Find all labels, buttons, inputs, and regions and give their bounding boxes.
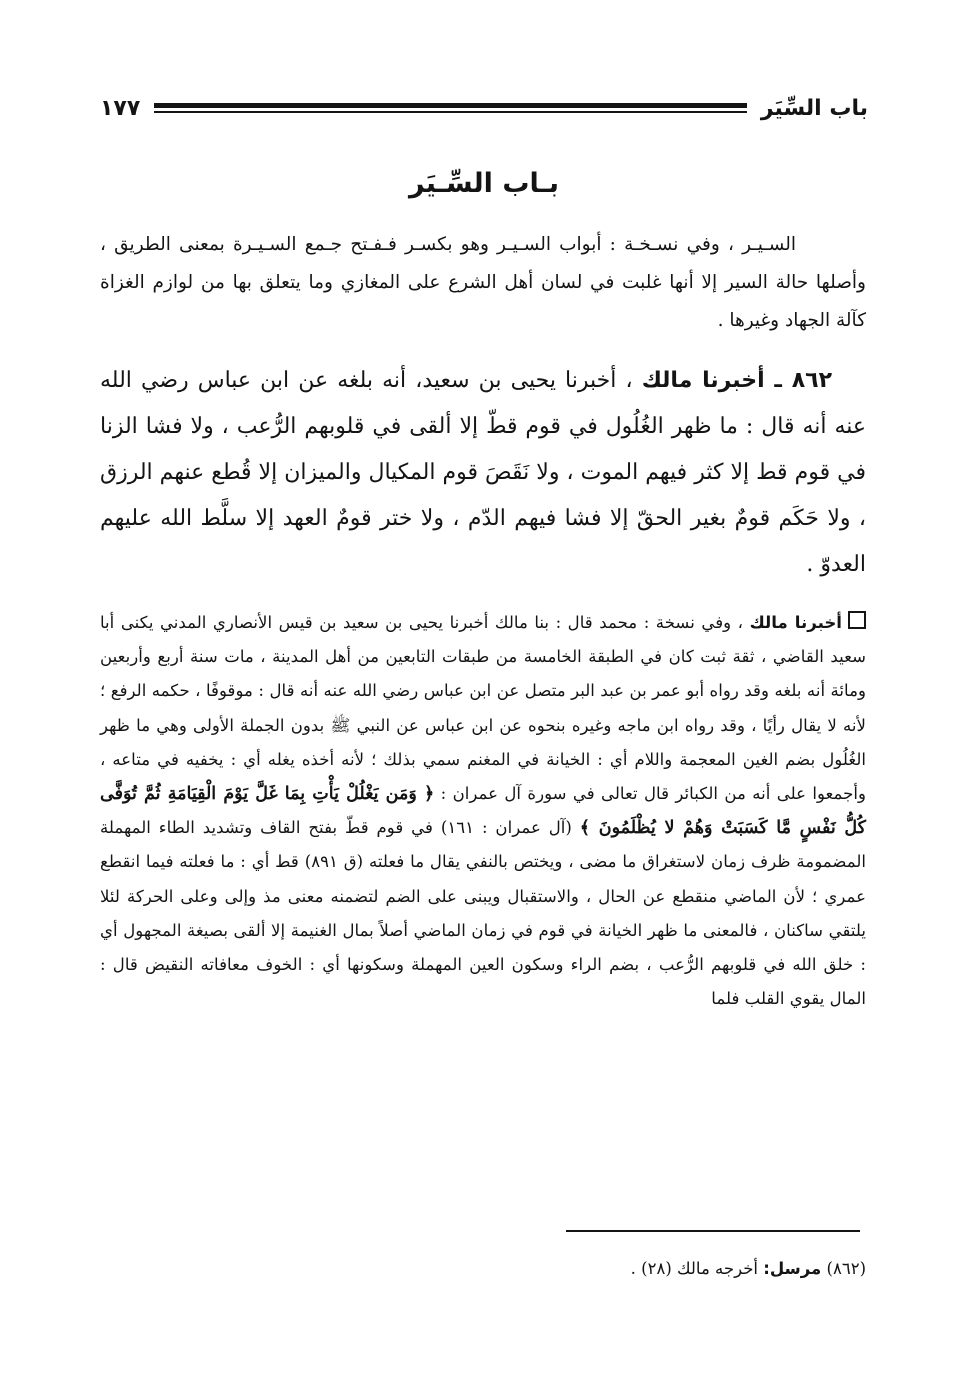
commentary-text-after-quran: (آل عمران : ١٦١) في قوم قطّ بفتح القاف وتشديد الطاء المهملة المضمومة ظرف زمان لاستغراق ما مضى ، ويختص بالنفي يقال ما فعلته (ق ٨٩١) قط أي : ما فعلته فيما انقطع عمري ؛ لأن الماضي منقطع عن الحال ، والاستقبال ويبنى على الضم لتضمنه معنى مذ وإلى وعلى الحركة لئلا يلتقي ساكنان ، فالمعنى ما ظهر الخيانة في قوم في زمان الماضي أصلاً بمال الغنيمة إلا ألقى بصيغة المجهول أي : خلق الله في قلوبهم الرُّعب ، بضم الراء وسكون العين المهملة وسكونها أي : الخوف معافاته النقيض قال : المال يقوي القلب فلما [100, 818, 867, 1009]
page-number: ١٧٧ [100, 95, 141, 121]
footnote-ref: (٨٦٢) [826, 1259, 866, 1278]
commentary-paragraph [100, 606, 866, 1016]
commentary-lead: أخبرنا مالك [749, 613, 842, 632]
running-header [100, 88, 868, 128]
box-icon [848, 611, 866, 629]
hadith-number: ٨٦٢ ـ أخبرنا مالك [641, 368, 833, 393]
footnote-label: مرسل: [763, 1259, 822, 1278]
hadith-text: ، أخبرنا يحيى بن سعيد، أنه بلغه عن ابن عباس رضي الله عنه أنه قال : ما ظهر الغُلُول في قوم قطّ إلا ألقى في قلوبهم الرُّعب ، ولا فشا الزنا في قوم قط إلا كثر فيهم الموت ، ولا نَقَصَ قوم المكيال والميزان إلا قُطع عنهم الرزق ، ولا حَكَم قومٌ بغير الحقّ إلا فشا فيهم الدّم ، ولا ختر قومٌ العهد إلا سلَّط الله عليهم العدوّ . [100, 368, 866, 577]
chapter-intro: السـيـر ، وفي نسـخـة : أبواب السـيـر وهو بكسـر فـفـتح جـمع السـيـرة بمعنى الطريق ، وأصلها حالة السير إلا أنها غلبت في لسان أهل الشرع على المغازي وما يتعلق بها من لوازم الغزاة كآلة الجهاد وغيرها . [100, 234, 866, 331]
footnote-text: أخرجه مالك (٢٨) . [630, 1259, 758, 1278]
hadith-paragraph [100, 358, 866, 588]
footnote-divider [566, 1230, 860, 1232]
running-title: باب السِّيَر [760, 95, 868, 121]
commentary-text-before-quran: ، وفي نسخة : محمد قال : بنا مالك أخبرنا يحيى بن سعيد بن قيس الأنصاري المدني يكنى أبا سعيد القاضي ، ثقة ثبت كان في الطبقة الخامسة من طبقات التابعين من أهل المدينة ، مات سنة أربع وأربعين ومائة أنه بلغه وقد رواه أبو عمر بن عبد البر متصل عن ابن عباس رضي الله عنه أنه قال : موقوفًا ، حكمه الرفع ؛ لأنه لا يقال رأيًا ، وقد رواه ابن ماجه وغيره بنحوه عن ابن عباس عن النبي ﷺ بدون الجملة الأولى وهي ما ظهر الغُلُول بضم الغين المعجمة واللام أي : الخيانة في المغنم سمي بذلك ؛ لأنه أخذه يغله أي : يخفيه في متاعه ، وأجمعوا على أنه من الكبائر قال تعالى في سورة آل عمران : [100, 613, 866, 804]
header-rule [154, 103, 747, 113]
footnote [100, 1254, 866, 1284]
quran-verse: ﴿ وَمَن يَغْلُلْ يَأْتِ بِمَا غَلَّ يَوْمَ الْقِيَامَةِ ثُمَّ تُوَفَّى كُلُّ نَفْسٍ مَّا كَسَبَتْ وَهُمْ لا يُظْلَمُونَ ﴾ [100, 784, 866, 839]
chapter-title: بـاب السِّـيَر [409, 168, 559, 199]
